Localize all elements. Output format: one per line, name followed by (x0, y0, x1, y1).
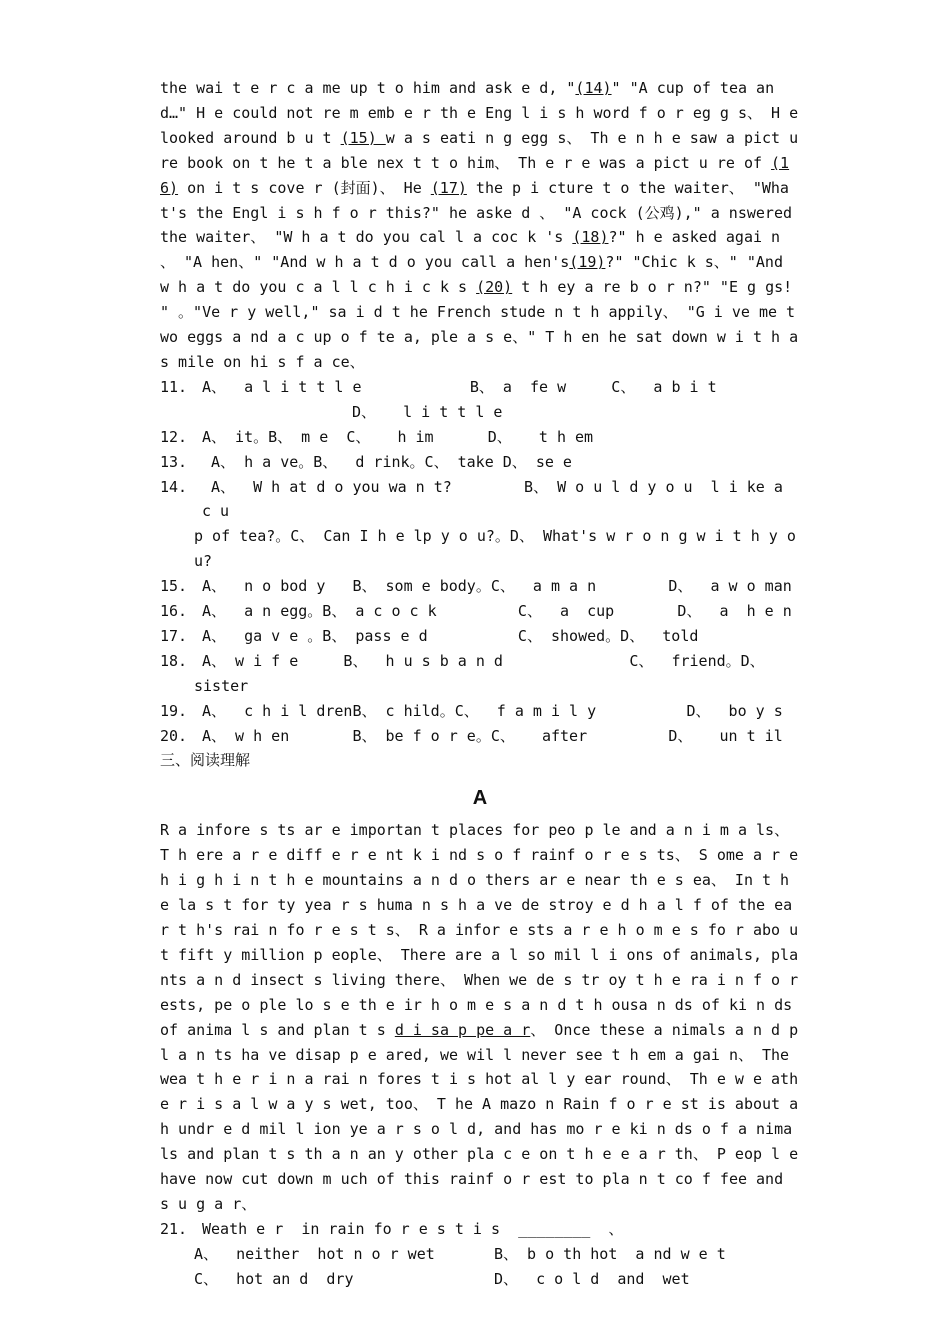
option-continuation-14: p of tea?。C、 Can I h e lp y o u?。D、 What's w r o n g w i t h y ou? (194, 527, 796, 571)
blank-15: (15) (340, 128, 386, 147)
cloze-text: the wai t e r c a me up t o him and ask e d, " (160, 79, 576, 97)
question-number: 13. (160, 452, 188, 471)
cloze-text: on i t s cove r (封面)、 He (178, 178, 431, 197)
option-row-16 (160, 599, 800, 624)
option-row-18 (160, 649, 800, 674)
option-text: A、 W h at d o you wa n t? B、 W o u l d y o u l i ke a c u (202, 477, 792, 521)
cloze-text: the p i cture t o the waiter、 "What's the Engl i s h f o r this?" he aske d 、 "A cock (公鸡)," a nswered the waiter、 "W h a t do you cal l a coc k 's (160, 178, 792, 247)
option-b: B、 b o th hot a nd w e t (494, 1244, 726, 1263)
question-number: 18. (160, 651, 188, 670)
cloze-text: t h ey a re b o r n?" "E g gs! " 。"Ve r y well," sa i d t he French stude n t h appily、 "G i ve me two eggs a nd a c up o f te a, ple a s e、" T h en he sat down w i t h a s mile on hi s f a ce、 (160, 278, 799, 371)
option-text: A、 w i f e B、 h u s b a n d C、 friend。D、 (202, 651, 765, 670)
question-number: 11. (160, 377, 188, 396)
option-text: A、 a l i t t l e B、 a fe w C、 a b i t D、 l i t t l e (202, 377, 717, 421)
option-continuation-18: sister (194, 676, 249, 695)
option-d: D、 c o l d and wet (494, 1269, 690, 1288)
reading-text: 、 Once these a nimals a n d p l a n ts ha ve disap p e ared, we wil l never see t h em a gai n、 The wea t h e r i n a rai n fores t i s hot al l y ear round、 Th e w e ath e r i s a l w a y s wet, too、 T he A mazo n Rain f o r e st is about a h undr e d mil l ion ye a r s o l d, and has mo r e ki n ds o f a nimals and plan t s th a n an y other pla c e on t h e e a r th、 P eop l e have now cut down m uch of this rainf o r est to pla n t co f fee and s u g a r、 (160, 1020, 799, 1213)
cloze-text: w a s eati n g egg s、 Th e n h e saw a pict u re book on t he t a ble nex t t o him、 Th e r e was a pict u re of (160, 128, 799, 172)
question-number: 21. (160, 1219, 188, 1238)
option-text: A、 c h i l drenB、 c hild。C、 f a m i l y D、 bo y s (202, 701, 783, 720)
cloze-passage (160, 76, 800, 375)
question-number: 12. (160, 427, 188, 446)
question-number: 17. (160, 626, 188, 645)
blank-16: (16) (160, 153, 790, 197)
question-21-options (160, 1242, 800, 1292)
passage-heading: A (472, 787, 488, 810)
blank-17: (17) (430, 178, 467, 197)
option-row-15 (160, 574, 800, 599)
question-21 (160, 1217, 800, 1242)
reading-text: R a infore s ts ar e importan t places for peo p le and a n i m a ls、 T h ere a r e diff e r e nt k i nd s o f rainf o r e s ts、 S ome a r e h i g h i n t h e mountains a n d o thers ar e near th e s ea、 In t h e la s t for ty yea r s huma n s h a ve de stroy e d h a l f of the ear t h's rai n fo r e s t s、 R a infor e sts a r e h o m e s fo r abo u t fift y million p eople、 There are a l so mil l i ons of animals, plants a n d insect s living there、 When we de s tr oy t h e ra i n f o r ests, pe o ple lo s e th e ir h o m e s a n d t h ousa n ds of ki n ds of anima l s and plan t s (160, 821, 799, 1039)
option-a: A、 neither hot n o r wet (194, 1244, 435, 1263)
option-row-12 (160, 425, 800, 450)
question-number: 14. (160, 477, 188, 496)
question-number: 16. (160, 602, 188, 621)
question-number: 19. (160, 701, 188, 720)
cloze-text: " "A cup of tea and…" H e could not re m emb e r th e Eng l i s h word f o r eg g s、 H e looked around b u t (160, 79, 799, 147)
option-row-19 (160, 699, 800, 724)
option-text: A、 a n egg。B、 a c o c k C、 a cup D、 a h e n (202, 602, 792, 621)
cloze-text: ?" "Chic k s、" "And w h a t do you c a l l c h i c k s (160, 253, 783, 297)
option-row-17 (160, 624, 800, 649)
option-row-13 (160, 450, 800, 475)
option-text: A、 w h en B、 be f o r e。C、 after D、 un t il (202, 726, 783, 745)
blank-14: (14) (575, 79, 612, 97)
option-row-11 (160, 375, 800, 425)
blank-19: (19) (569, 253, 606, 272)
option-row-14 (160, 475, 800, 525)
cloze-text: ?" h e asked agai n 、 "A hen、" "And w h a t d o you call a hen's (160, 228, 781, 272)
cloze-options (160, 375, 800, 749)
reading-passage (160, 818, 800, 1217)
option-text: A、 it。B、 m e C、 h im D、 t h em (202, 427, 594, 446)
option-text: A、 n o bod y B、 som e body。C、 a m a n D、 a w o man (202, 577, 792, 596)
section-label: 三、阅读理解 (160, 751, 251, 770)
document-page (160, 76, 800, 1292)
option-row-20 (160, 724, 800, 749)
option-c: C、 hot an d dry (194, 1269, 354, 1288)
question-number: 20. (160, 726, 188, 745)
question-stem: Weath e r in rain fo r e s t i s ________ 、 (202, 1219, 624, 1238)
underlined-word: d i sa p pe a r (394, 1020, 531, 1039)
blank-20: (20) (476, 278, 513, 297)
option-text: A、 ga v e 。B、 pass e d C、 showed。D、 told (202, 626, 699, 645)
question-number: 15. (160, 577, 188, 596)
blank-18: (18) (572, 228, 609, 247)
option-text: A、 h a ve。B、 d rink。C、 take D、 se e (202, 452, 572, 471)
